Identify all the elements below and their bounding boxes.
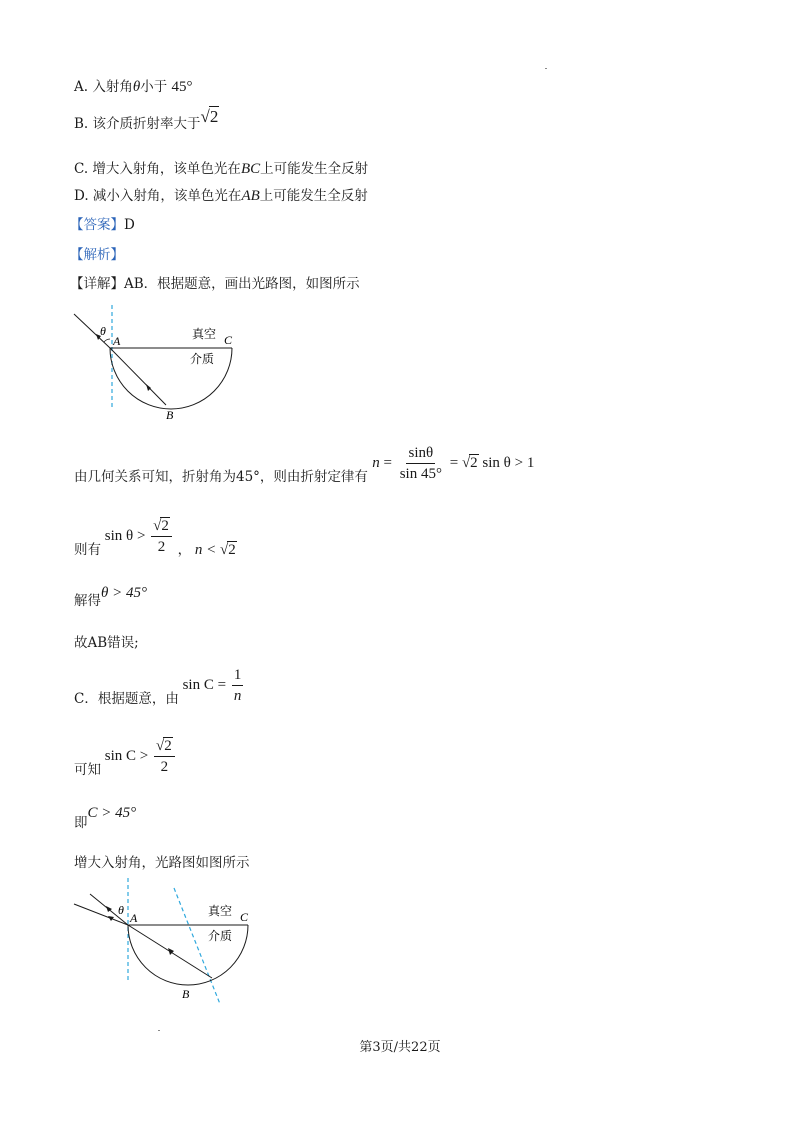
step-2-den: 2: [157, 539, 166, 555]
step-1-text: 由几何关系可知，折射角为45°，则由折射定律有: [74, 468, 368, 485]
step-7-text: 即: [74, 815, 88, 831]
step-6-math: [101, 738, 177, 775]
step-6-fraction: [154, 737, 175, 776]
step-2-n: n <: [194, 541, 217, 558]
step-3: [74, 584, 147, 609]
step-2-fraction: [151, 517, 172, 556]
figure-1-light-path: [60, 305, 260, 425]
step-1-sqrt: √2: [461, 454, 478, 471]
incident-arrow: [108, 916, 114, 921]
step-6-num-arg: 2: [164, 738, 172, 754]
step-8: [74, 854, 250, 872]
stray-mark-2: [158, 1030, 160, 1031]
option-c: [74, 160, 368, 178]
label-medium: 介质: [208, 929, 233, 943]
step-1-rhs-eq: =: [449, 454, 459, 471]
step-6-lhs: sin C >: [104, 747, 149, 764]
stray-mark: [545, 68, 547, 69]
step-6-den: 2: [160, 759, 169, 775]
step-1-rhs: sin θ > 1: [482, 454, 535, 471]
step-8-text: 增大入射角，光路图如图所示: [74, 855, 250, 871]
step-3-math: θ > 45°: [101, 585, 147, 601]
step-1-eq: =: [383, 454, 392, 471]
step-1-den: sin 45°: [399, 466, 442, 482]
step-2-math: [101, 518, 178, 555]
step-2-num: √2: [151, 517, 172, 537]
option-b-sqrt-arg: 2: [209, 107, 219, 126]
label-b: B: [182, 987, 190, 1001]
detail-line: [70, 275, 360, 293]
step-5-fraction: [232, 666, 244, 705]
option-b-text: B. 该介质折射率大于: [74, 116, 201, 132]
label-c: C: [224, 333, 233, 347]
step-1-num: sinθ: [406, 444, 435, 464]
step-5-num: 1: [232, 666, 244, 686]
option-a-angle: 45°: [171, 79, 193, 95]
step-3-text: 解得: [74, 593, 101, 609]
option-c-prefix: C. 增大入射角，该单色光在: [74, 161, 241, 177]
option-c-suffix: 上可能发生全反射: [260, 161, 369, 177]
option-d: [74, 187, 368, 205]
step-6-text: 可知: [74, 761, 101, 778]
option-a: [74, 78, 193, 96]
option-b: [74, 107, 219, 133]
step-2-sep: ，: [177, 541, 192, 558]
step-5-den: n: [233, 688, 242, 704]
step-4: [74, 634, 139, 652]
label-a: A: [130, 911, 138, 925]
option-d-suffix: 上可能发生全反射: [259, 188, 368, 204]
analysis-label: 【解析】: [70, 247, 124, 263]
step-2-lhs: sin θ >: [104, 527, 146, 544]
step-4-text: 故AB错误;: [74, 635, 139, 651]
angle-arc: [104, 339, 110, 342]
step-7-math-text: C > 45°: [87, 805, 137, 821]
step-2-text: 则有: [74, 541, 101, 558]
analysis-line: [70, 246, 124, 264]
option-a-suffix: 小于: [140, 79, 168, 95]
option-a-prefix: A. 入射角: [74, 79, 133, 95]
answer-value: D: [124, 217, 135, 233]
label-theta: θ: [100, 324, 106, 338]
step-1-fraction: [398, 444, 444, 483]
answer-line: [70, 216, 135, 234]
step-5-math: [179, 667, 245, 704]
option-d-prefix: D. 减小入射角，该单色光在: [74, 188, 242, 204]
label-a: A: [113, 334, 121, 348]
option-a-theta: θ: [132, 79, 141, 95]
step-5: [74, 666, 245, 705]
step-6: [74, 737, 177, 776]
step-1: [74, 445, 535, 493]
detail-label: 【详解】: [70, 276, 124, 292]
option-d-var: AB: [241, 188, 260, 204]
option-b-sqrt: √2: [200, 107, 219, 126]
detail-text: AB．根据题意，画出光路图，如图所示: [124, 276, 360, 292]
refracted-arrow: [146, 384, 151, 391]
step-5-lhs: sin C =: [182, 676, 227, 693]
step-2-sqrt: √2: [220, 541, 236, 558]
label-vacuum: 真空: [192, 327, 217, 341]
label-c: C: [240, 910, 249, 924]
step-6-num: √2: [154, 737, 175, 757]
step-5-text: C．根据题意，由: [74, 690, 179, 707]
step-1-math: [372, 445, 535, 482]
label-medium: 介质: [190, 352, 215, 366]
step-7: [74, 804, 137, 831]
step-2-ineq: [191, 542, 237, 558]
step-2-num-arg: 2: [161, 518, 169, 534]
step-7-math: [88, 805, 137, 821]
option-c-var: BC: [240, 161, 261, 177]
refracted-ray: [110, 348, 166, 405]
label-vacuum: 真空: [208, 904, 233, 918]
figure-2-light-path: [60, 878, 280, 1008]
label-theta: θ: [118, 903, 124, 917]
step-1-sqrt-arg: 2: [470, 454, 478, 471]
page-number: 第3页/共22页: [359, 1040, 441, 1055]
step-2: [74, 518, 237, 564]
label-b: B: [166, 408, 174, 422]
answer-label: 【答案】: [70, 217, 124, 233]
step-2-sqrt-arg: 2: [228, 541, 236, 558]
step-1-n: n: [372, 454, 380, 471]
